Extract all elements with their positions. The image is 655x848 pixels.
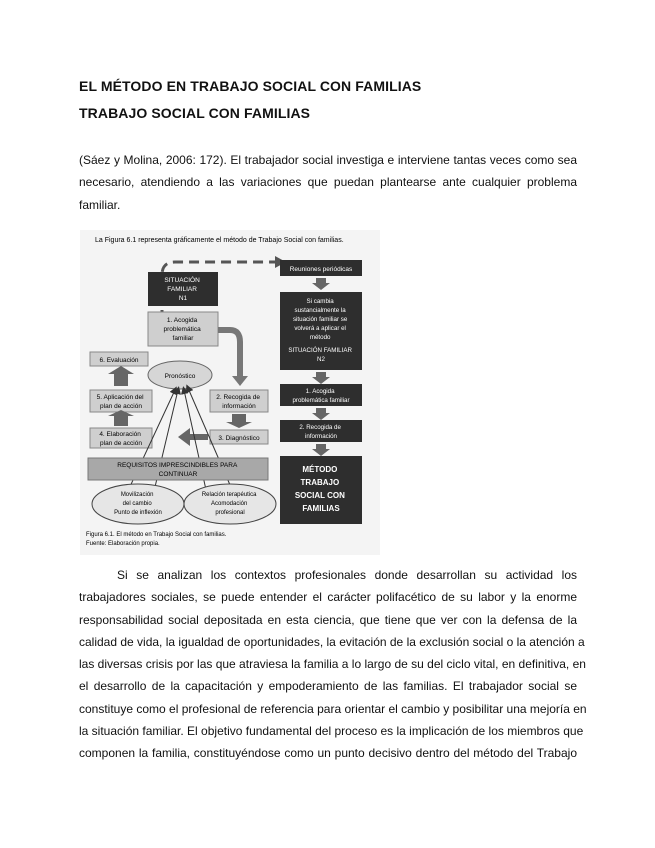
cambio-line: volverá a aplicar el bbox=[294, 325, 346, 332]
method-figure bbox=[80, 230, 380, 555]
requisitos-line: CONTINUAR bbox=[158, 471, 198, 478]
situacion-n1-line: FAMILIAR bbox=[167, 286, 197, 293]
body-line: constituye como el profesional de referencia para orientar el cambio y posibilitar una mejoría en bbox=[79, 701, 587, 716]
elaboracion-line: plan de acción bbox=[100, 440, 142, 447]
body-line: componen la familia, constituyéndose como un punto decisivo dentro del método del Trabajo bbox=[79, 746, 577, 761]
pronostico-label: Pronóstico bbox=[164, 373, 196, 380]
down-arrow bbox=[312, 408, 330, 420]
body-paragraph bbox=[79, 564, 587, 765]
up-arrow bbox=[108, 366, 134, 386]
body-line: el desarrollo de la capacitación y empoderamiento de las familias. El trabajador social se bbox=[79, 679, 577, 694]
situacion-n1-line: SITUACIÓN bbox=[164, 277, 200, 284]
figure-caption: Figura 6.1. El método en Trabajo Social con familias. bbox=[86, 532, 227, 538]
relacion-line: Relación terapéutica bbox=[201, 492, 257, 498]
metodo-line: MÉTODO bbox=[302, 465, 338, 474]
figure-heading: La Figura 6.1 representa gráficamente el método de Trabajo Social con familias. bbox=[95, 237, 344, 244]
elaboracion-line: 4. Elaboración bbox=[99, 431, 141, 438]
metodo-line: FAMILIAS bbox=[302, 504, 340, 513]
curved-arrowhead bbox=[232, 376, 248, 386]
metodo-line: TRABAJO bbox=[300, 478, 340, 487]
down-arrow bbox=[312, 372, 330, 384]
svg-text:Si cambia sustancialment bbox=[288, 298, 353, 363]
cambio-line: Si cambia bbox=[306, 298, 334, 305]
acogida-n2-line: problemática familiar bbox=[292, 397, 350, 404]
document-title: EL MÉTODO EN TRABAJO SOCIAL CON FAMILIAS bbox=[79, 78, 422, 94]
acogida-line: 1. Acogida bbox=[166, 317, 198, 324]
aplicacion-line: 5. Aplicación del bbox=[96, 394, 144, 401]
acogida-line: familiar bbox=[172, 335, 194, 342]
diagnostico-label: 3. Diagnóstico bbox=[218, 435, 260, 442]
situacion-n1-line: N1 bbox=[178, 295, 188, 302]
reuniones-label: Reuniones periódicas bbox=[289, 266, 353, 273]
figure-source: Fuente: Elaboración propia. bbox=[86, 541, 160, 547]
acogida-n2-line: 1. Acogida bbox=[305, 388, 335, 395]
situacion-n2-line: SITUACIÓN FAMILIAR bbox=[288, 347, 352, 354]
cambio-line: situación familiar se bbox=[292, 316, 348, 323]
acogida-line: problemática bbox=[163, 326, 201, 333]
cambio-line: método bbox=[309, 334, 331, 341]
movilizacion-line: Movilización bbox=[120, 492, 154, 498]
situacion-n2-line: N2 bbox=[317, 356, 325, 363]
intro-line: (Sáez y Molina, 2006: 172). El trabajador social investiga e interviene tantas veces como sea bbox=[79, 153, 577, 167]
body-line: la situación familiar. El objetivo fundamental del proceso es la implicación de los miembros que bbox=[79, 724, 584, 739]
movilizacion-line: Punto de inflexión bbox=[114, 510, 162, 516]
metodo-line: SOCIAL CON bbox=[294, 491, 345, 500]
document-subtitle: TRABAJO SOCIAL CON FAMILIAS bbox=[79, 105, 311, 121]
body-line: trabajadores sociales, se puede entender el carácter polifacético de su labor y la enorme bbox=[79, 590, 577, 605]
recogida-line: información bbox=[222, 403, 256, 410]
down-arrow bbox=[312, 444, 330, 456]
body-line: las diversas crisis por las que atraviesa la familia a lo largo de su del ciclo vital, en definitiva, en bbox=[79, 657, 586, 672]
relacion-line: Acomodación bbox=[210, 501, 248, 507]
down-arrow bbox=[312, 278, 330, 290]
curved-arrow bbox=[218, 330, 240, 378]
cambio-line: sustancialmente la bbox=[294, 307, 346, 314]
intro-line: necesario, atendiendo a las variaciones que puedan plantearse ante cualquier problema bbox=[79, 175, 577, 190]
recogida-n2-line: información bbox=[305, 433, 337, 440]
relacion-line: profesional bbox=[215, 510, 245, 516]
down-arrow bbox=[226, 414, 252, 428]
recogida-n2-line: 2. Recogida de bbox=[299, 424, 341, 431]
intro-paragraph bbox=[79, 149, 577, 216]
aplicacion-line: plan de acción bbox=[100, 403, 142, 410]
method-diagram bbox=[80, 230, 380, 555]
body-line: Si se analizan los contextos profesionales donde desarrollan su actividad los bbox=[117, 568, 577, 582]
requisitos-line: REQUISITOS IMPRESCINDIBLES PARA bbox=[117, 462, 237, 469]
movilizacion-line: del cambio bbox=[122, 501, 152, 507]
recogida-line: 2. Recogida de bbox=[216, 394, 260, 401]
body-line: responsabilidad social depositada en esta ciencia, que tiene que ver con la defensa de la bbox=[79, 612, 577, 627]
evaluacion-label: 6. Evaluación bbox=[99, 357, 139, 364]
body-line: calidad de vida, la igualdad de oportunidades, la evitación de la exclusión social o la atención a bbox=[79, 634, 585, 649]
intro-line: familiar. bbox=[79, 197, 121, 212]
